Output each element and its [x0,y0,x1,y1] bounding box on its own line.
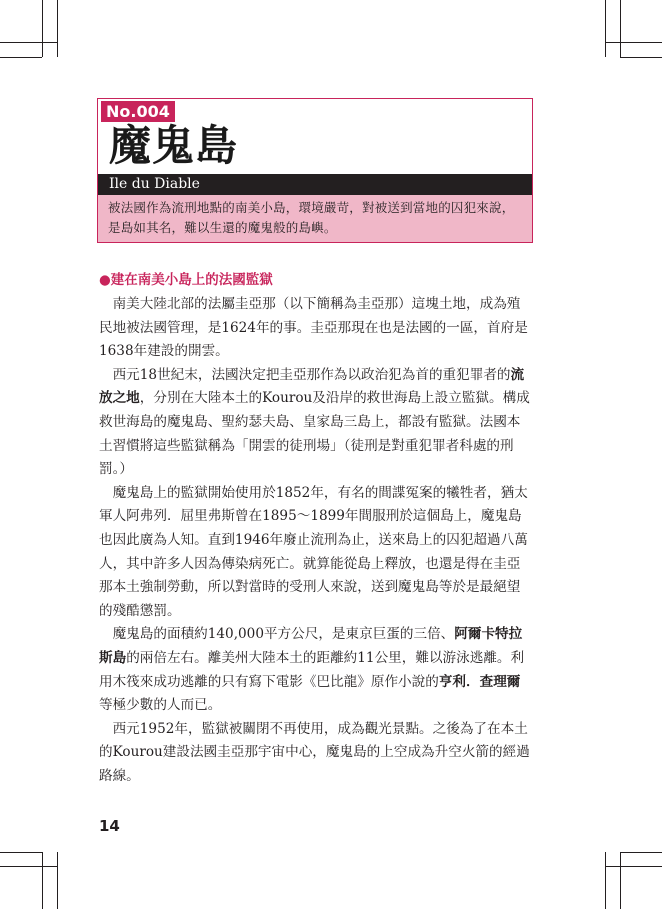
body-text-run: 魔鬼島上的監獄開始使用於1852年，有名的間諜冤案的犧牲者，猶太 [99,484,528,501]
body-line [99,483,528,503]
body-text-run: 等極少數的人而已。 [99,697,222,714]
body-line [99,695,221,715]
body-line [99,719,528,739]
body-line [99,554,520,574]
body-text-run: 的兩倍左右。離美州大陸本土的距離約11公里，難以游泳逃離。利 [126,650,525,666]
body-line [99,577,520,597]
body-text-run: 的殘酷懲罰。 [99,602,181,619]
body-line [99,318,528,338]
body-line [99,766,140,786]
body-text-run: 罰。） [99,461,133,478]
body-text-run: 那本土強制勞動，所以對當時的受刑人來說，送到魔鬼島等於是最絕望 [99,579,521,596]
body-line [99,601,181,621]
bold-term: 放之地 [99,390,140,407]
summary-line: 是島如其名，難以生還的魔鬼般的島嶼。 [108,220,337,235]
body-text-run: 救世海島的魔鬼島、聖約瑟夫島、皇家島三島上，都設有監獄。法國本 [99,414,521,430]
body-line [99,365,524,385]
page-number: 14 [99,817,120,835]
bold-term: 亨利．查理爾 [438,673,521,690]
summary-line: 被法國作為流刑地點的南美小島，環境嚴苛，對被送到當地的囚犯來說， [108,200,515,215]
body-line [99,530,528,550]
entry-title: 魔鬼島 [109,121,239,170]
entry-header [97,98,533,243]
body-line [99,648,524,668]
body-line [99,742,530,762]
body-text-run: 用木筏來成功逃離的只有寫下電影《巴比龍》原作小說的 [99,673,439,690]
body-line [99,624,522,644]
body-text-run: 也因此廣為人知。直到1946年廢止流刑為止，送來島上的囚犯超過八萬 [99,532,528,548]
body-text-run: ，分別在大陸本土的Kourou及沿岸的救世海島上設立監獄。構成 [139,390,530,407]
body-text-run: 西元1952年，監獄被關閉不再使用，成為觀光景點。之後為了在本土 [99,720,528,737]
entry-subtitle-bar [98,174,532,195]
bold-term: 斯島 [99,650,127,666]
body-line [99,412,520,432]
body-line [99,436,514,456]
bold-term: 阿爾卡特拉 [454,626,523,643]
body-text-run: 軍人阿弗列．屈里弗斯曾在1895～1899年間服刑於這個島上，魔鬼島 [99,508,522,525]
body-text-run: 人，其中許多人因為傳染病死亡。就算能從島上釋放，也還是得在圭亞 [99,555,521,572]
entry-title-area [98,99,532,174]
entry-summary [98,195,532,242]
body-text-run: 魔鬼島的面積約140,000平方公尺，是東京巨蛋的三倍、 [99,626,455,643]
body-line [99,388,530,408]
entry-subtitle: Ile du Diable [109,176,200,192]
entry-number-badge: No.004 [101,101,175,122]
body-text-run: 民地被法國管理，是1624年的事。圭亞那現在也是法國的一區，首府是 [99,319,528,336]
body-line [99,506,522,526]
bold-term: 流 [510,366,525,383]
body-text-run: 1638年建設的開雲。 [99,343,229,360]
body-text-run: 的Kourou建設法國圭亞那宇宙中心，魔鬼島的上空成為升空火箭的經過 [99,744,530,761]
body-text-run: 南美大陸北部的法屬圭亞那（以下簡稱為圭亞那）這塊土地，成為殖 [99,296,521,312]
section-heading: ●建在南美小島上的法國監獄 [99,272,273,288]
body-line [99,672,520,692]
body-line [99,294,520,314]
body-text-run: 西元18世紀末，法國決定把圭亞那作為以政治犯為首的重犯罪者的 [99,366,511,383]
body-text-run: 土習慣將這些監獄稱為「開雲的徒刑場」（徒刑是對重犯罪者科處的刑 [99,437,514,454]
body-text-run: 路線。 [99,768,140,784]
body-line [99,341,229,361]
body-line [99,459,133,479]
